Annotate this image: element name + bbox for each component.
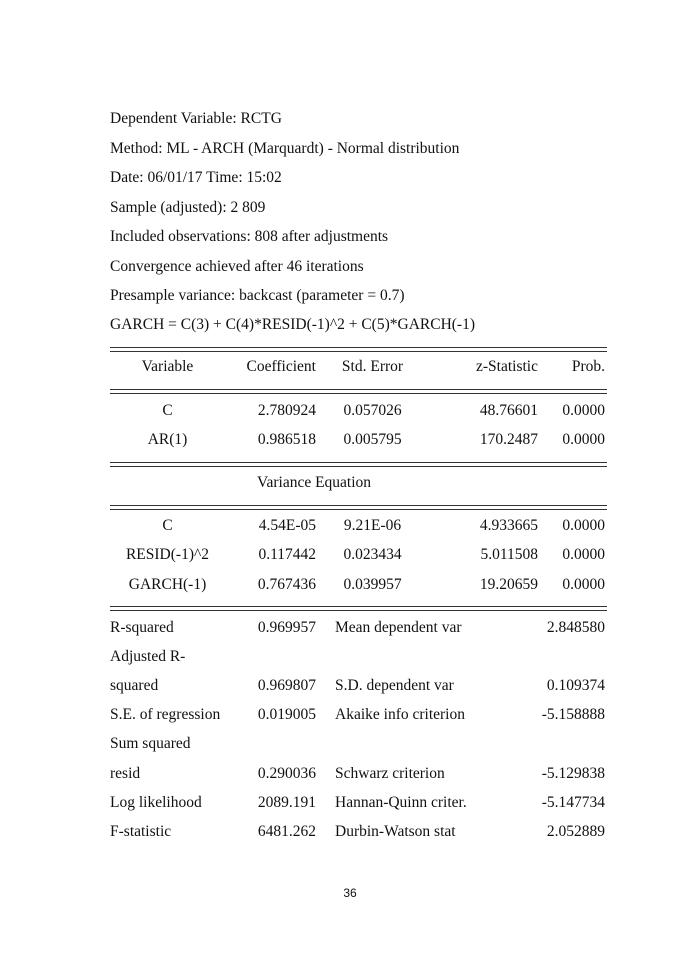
- col-header-variable: Variable: [141, 358, 194, 375]
- col-header-std-error: Std. Error: [341, 358, 404, 375]
- table-row-variable: C: [162, 402, 173, 419]
- method-line: Method: ML - ARCH (Marquardt) - Normal distribution: [110, 140, 460, 157]
- stat-label: S.D. dependent var: [335, 677, 454, 694]
- date-line: Date: 06/01/17 Time: 15:02: [110, 169, 282, 186]
- stat-label: Durbin-Watson stat: [335, 823, 456, 840]
- stat-label: squared: [110, 677, 159, 694]
- table-row-prob: 0.0000: [562, 546, 605, 563]
- stat-label: Hannan-Quinn criter.: [335, 794, 467, 811]
- table-row-prob: 0.0000: [562, 402, 605, 419]
- stat-value: 0.969957: [257, 619, 316, 636]
- stat-value: -5.158888: [541, 706, 605, 723]
- variance-equation-title: Variance Equation: [257, 474, 372, 491]
- sample-line: Sample (adjusted): 2 809: [110, 199, 266, 216]
- table-row-z-statistic: 170.2487: [479, 431, 538, 448]
- table-top-rule: [110, 347, 607, 352]
- header-bottom-rule: [110, 389, 607, 394]
- table-row-variable: GARCH(-1): [128, 576, 207, 593]
- table-row-z-statistic: 5.011508: [480, 546, 538, 563]
- table-row-z-statistic: 19.20659: [479, 576, 538, 593]
- table-row-prob: 0.0000: [562, 517, 605, 534]
- col-header-coefficient: Coefficient: [246, 358, 316, 375]
- stat-value: 6481.262: [257, 823, 316, 840]
- stats-top-rule: [110, 606, 607, 611]
- stat-label: Adjusted R-: [110, 648, 186, 665]
- stat-value: 0.969807: [257, 677, 316, 694]
- table-row-std-error: 0.023434: [343, 546, 402, 563]
- table-row-variable: RESID(-1)^2: [125, 546, 210, 563]
- stat-value: 2.848580: [546, 619, 605, 636]
- stat-value: -5.147734: [541, 794, 605, 811]
- stat-label: R-squared: [110, 619, 174, 636]
- garch-spec-line: GARCH = C(3) + C(4)*RESID(-1)^2 + C(5)*GARCH(-1): [110, 316, 475, 333]
- stat-label: Mean dependent var: [335, 619, 462, 636]
- stat-label: S.E. of regression: [110, 706, 221, 723]
- variance-title-bottom-rule: [110, 505, 607, 510]
- included-observations-line: Included observations: 808 after adjustments: [110, 228, 389, 245]
- table-row-z-statistic: 4.933665: [479, 517, 538, 534]
- stat-label: resid: [110, 765, 141, 782]
- table-row-std-error: 9.21E-06: [343, 517, 402, 534]
- table-row-coefficient: 4.54E-05: [258, 517, 316, 534]
- table-row-std-error: 0.005795: [343, 431, 402, 448]
- table-row-variable: AR(1): [147, 431, 188, 448]
- table-row-coefficient: 0.986518: [257, 431, 316, 448]
- variance-top-rule: [110, 462, 607, 467]
- table-row-std-error: 0.039957: [343, 576, 402, 593]
- col-header-z-statistic: z-Statistic: [476, 358, 538, 375]
- table-row-std-error: 0.057026: [343, 402, 402, 419]
- stat-value: 0.109374: [546, 677, 605, 694]
- stat-value: 2089.191: [257, 794, 316, 811]
- stat-value: 0.019005: [257, 706, 316, 723]
- table-row-z-statistic: 48.76601: [479, 402, 538, 419]
- table-row-coefficient: 2.780924: [257, 402, 316, 419]
- table-row-coefficient: 0.767436: [257, 576, 316, 593]
- stat-value: 2.052889: [546, 823, 605, 840]
- stat-label: Log likelihood: [110, 794, 202, 811]
- presample-variance-line: Presample variance: backcast (parameter = 0.7): [110, 287, 405, 304]
- stat-label: Akaike info criterion: [335, 706, 465, 723]
- stat-value: -5.129838: [541, 765, 605, 782]
- page-number: 36: [343, 886, 357, 900]
- convergence-line: Convergence achieved after 46 iterations: [110, 258, 364, 275]
- col-header-prob: Prob.: [571, 358, 605, 375]
- table-row-prob: 0.0000: [562, 431, 605, 448]
- stat-label: Sum squared: [110, 735, 191, 752]
- stat-label: F-statistic: [110, 823, 172, 840]
- table-row-variable: C: [162, 517, 173, 534]
- table-row-prob: 0.0000: [562, 576, 605, 593]
- table-row-coefficient: 0.117442: [258, 546, 316, 563]
- stat-value: 0.290036: [257, 765, 316, 782]
- dependent-variable-line: Dependent Variable: RCTG: [110, 110, 282, 127]
- stat-label: Schwarz criterion: [335, 765, 445, 782]
